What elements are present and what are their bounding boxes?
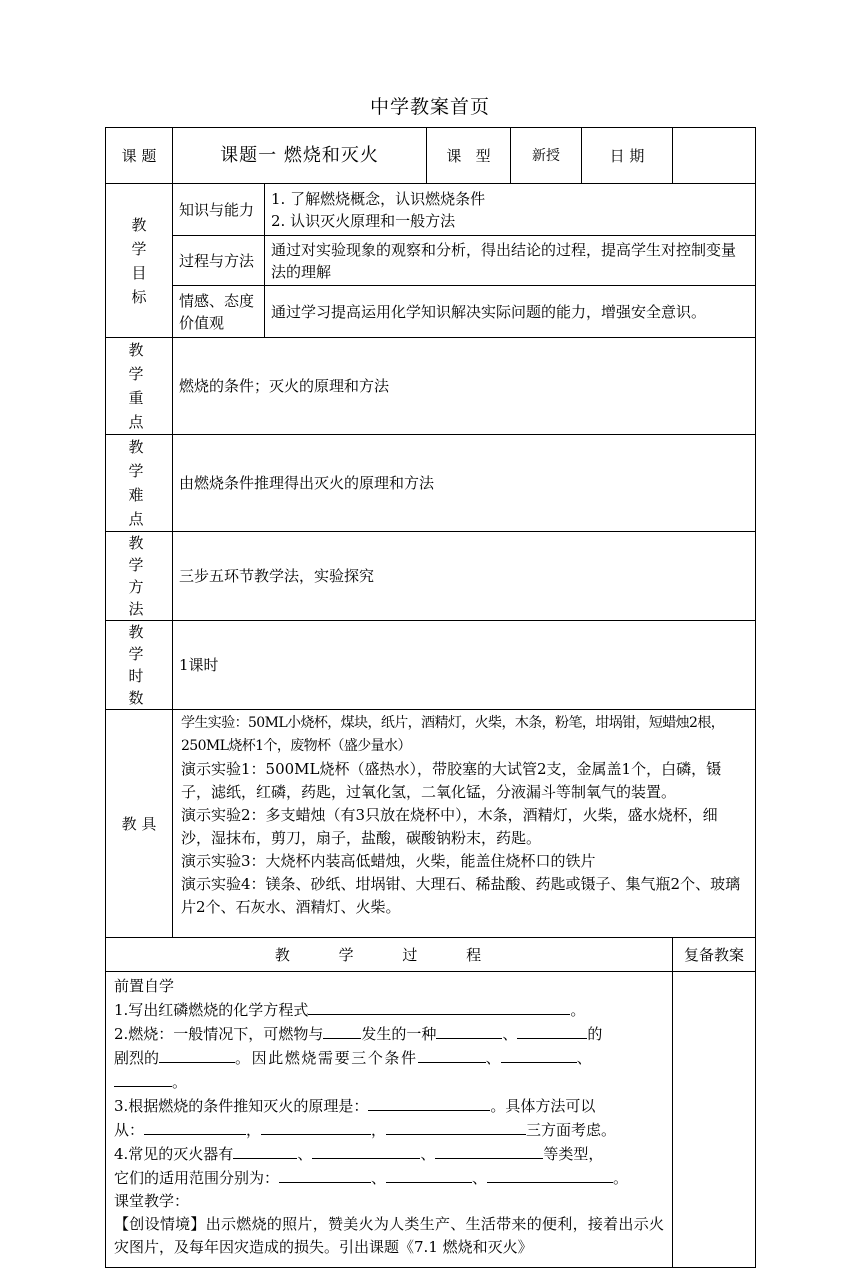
key-points-label — [106, 338, 173, 435]
process-content — [106, 972, 673, 1268]
question-1 — [114, 998, 664, 1022]
q2-blank-3[interactable] — [517, 1022, 587, 1039]
topic-label: 课 题 — [106, 128, 173, 184]
type-value: 新授 — [511, 128, 582, 184]
classroom-title: 课堂教学： — [114, 1192, 190, 1210]
q4-blank-4[interactable] — [279, 1166, 371, 1183]
difficulties-text: 由燃烧条件推理得出灭火的原理和方法 — [173, 435, 756, 532]
q4-text-d: 等类型， — [543, 1145, 604, 1163]
key-points-text: 燃烧的条件；灭火的原理和方法 — [173, 338, 756, 435]
objective-line-1: 1. 了解燃烧概念，认识燃烧条件 — [271, 189, 486, 208]
pre-study-title: 前置自学 — [114, 977, 175, 995]
methods-text: 三步五环节教学法，实验探究 — [173, 532, 756, 621]
objective-line-2: 2. 认识灭火原理和一般方法 — [271, 211, 456, 230]
q3-blank-4[interactable] — [386, 1118, 526, 1135]
q2-blank-2[interactable] — [436, 1022, 502, 1039]
q3-blank-1[interactable] — [368, 1094, 490, 1111]
hours-label — [106, 621, 173, 710]
q2-text-i: 。 — [172, 1073, 188, 1091]
key-points-label-text: 教学重点 — [128, 341, 150, 431]
objective-text-knowledge — [265, 184, 756, 236]
tools-label: 教 具 — [106, 710, 173, 938]
date-label: 日 期 — [582, 128, 673, 184]
q4-blank-1[interactable] — [233, 1142, 297, 1159]
objective-text-attitude: 通过学习提高运用化学知识解决实际问题的能力，增强安全意识。 — [265, 286, 756, 338]
methods-row — [106, 532, 756, 621]
objective-label-attitude: 情感、态度价值观 — [173, 286, 265, 338]
tools-demo-2: 演示实验2：多支蜡烛（有3只放在烧杯中），木条，酒精灯，火柴，盛水烧杯，细沙，湿抹布，剪刀，扇子，盐酸，碳酸钠粉末，药匙。 — [181, 806, 718, 847]
question-3 — [114, 1094, 664, 1142]
q2-blank-7[interactable] — [114, 1070, 172, 1087]
q2-text-f: 。因此燃烧需要三个条件 — [235, 1049, 418, 1067]
objective-row-attitude — [106, 286, 756, 338]
q1-blank[interactable] — [308, 998, 570, 1015]
q3-blank-3[interactable] — [261, 1118, 371, 1135]
tools-content — [173, 710, 756, 938]
situation-label: 【创设情境】 — [114, 1215, 206, 1233]
q2-text-b: 发生的一种 — [361, 1025, 437, 1043]
objectives-label-text: 教学目标 — [131, 215, 147, 306]
situation-text: 出示燃烧的照片，赞美火为人类生产、生活带来的便利，接着出示火灾图片，及每年因灾造成的损失。引出课题《7.1 燃烧和灭火》 — [114, 1215, 664, 1256]
question-2 — [114, 1022, 664, 1094]
process-header-row — [106, 938, 756, 972]
difficulties-label — [106, 435, 173, 532]
situation-paragraph — [114, 1213, 664, 1259]
q4-text-g: 、 — [472, 1169, 488, 1187]
type-label: 课 型 — [427, 128, 511, 184]
q3-text-d: ， — [246, 1121, 262, 1139]
q2-blank-1[interactable] — [323, 1022, 361, 1039]
topic-value: 课题一 燃烧和灭火 — [173, 128, 427, 184]
key-points-row — [106, 338, 756, 435]
q3-text-e: ， — [371, 1121, 387, 1139]
objective-label-knowledge: 知识与能力 — [173, 184, 265, 236]
side-header: 复备教案 — [673, 938, 756, 972]
q1-end: 。 — [570, 1001, 586, 1019]
methods-label-text: 教学方法 — [128, 534, 150, 618]
lesson-plan-table — [105, 127, 756, 1268]
q4-blank-5[interactable] — [386, 1166, 472, 1183]
process-row — [106, 972, 756, 1268]
q2-blank-4[interactable] — [159, 1046, 235, 1063]
date-value — [673, 128, 756, 184]
q2-text-h: 、 — [576, 1049, 592, 1067]
difficulties-row — [106, 435, 756, 532]
q3-text-c: 从： — [114, 1121, 145, 1139]
q2-blank-5[interactable] — [418, 1046, 486, 1063]
tools-row — [106, 710, 756, 938]
q2-text-c: 、 — [502, 1025, 518, 1043]
methods-label — [106, 532, 173, 621]
process-header: 教 学 过 程 — [106, 938, 673, 972]
objective-text-process: 通过对实验现象的观察和分析，得出结论的过程，提高学生对控制变量法的理解 — [265, 236, 756, 286]
page-title: 中学教案首页 — [369, 96, 490, 118]
q4-text-h: 。 — [613, 1169, 629, 1187]
q4-text-b: 、 — [297, 1145, 313, 1163]
tools-demo-4: 演示实验4：镁条、砂纸、坩埚钳、大理石、稀盐酸、药匙或镊子、集气瓶2个、玻璃片2个、石灰水、酒精灯、火柴。 — [181, 875, 741, 916]
q4-blank-6[interactable] — [487, 1166, 613, 1183]
tools-demo-3: 演示实验3：大烧杯内装高低蜡烛，火柴，能盖住烧杯口的铁片 — [181, 852, 596, 870]
q1-text: 1.写出红磷燃烧的化学方程式 — [114, 1001, 309, 1019]
side-notes-cell — [673, 972, 756, 1268]
q3-text-f: 三方面考虑。 — [526, 1121, 617, 1139]
hours-text: 1课时 — [173, 621, 756, 710]
q4-text-c: 、 — [420, 1145, 436, 1163]
tools-student-experiment: 学生实验：50ML小烧杯，煤块，纸片，酒精灯，火柴，木条，粉笔，坩埚钳，短蜡烛2根，250ML烧杯1个，废物杯（盛少量水） — [181, 715, 725, 754]
objective-row-knowledge — [106, 184, 756, 236]
q2-blank-6[interactable] — [501, 1046, 577, 1063]
q2-text-e: 剧烈的 — [114, 1049, 160, 1067]
objective-row-process — [106, 236, 756, 286]
q2-text-g: 、 — [485, 1049, 501, 1067]
hours-label-text: 教学时数 — [128, 623, 150, 707]
difficulties-label-text: 教学难点 — [128, 438, 150, 528]
q2-text-a: 2.燃烧：一般情况下，可燃物与 — [114, 1025, 324, 1043]
q3-text-a: 3.根据燃烧的条件推知灭火的原理是： — [114, 1097, 369, 1115]
q3-blank-2[interactable] — [144, 1118, 246, 1135]
q4-text-f: 、 — [371, 1169, 387, 1187]
question-4 — [114, 1142, 664, 1190]
q2-text-d: 的 — [587, 1025, 603, 1043]
objectives-label — [106, 184, 173, 338]
hours-row — [106, 621, 756, 710]
q4-blank-2[interactable] — [312, 1142, 420, 1159]
objective-label-process: 过程与方法 — [173, 236, 265, 286]
q3-text-b: 。具体方法可以 — [490, 1097, 596, 1115]
q4-blank-3[interactable] — [435, 1142, 543, 1159]
q4-text-a: 4.常见的灭火器有 — [114, 1145, 234, 1163]
header-row — [106, 128, 756, 184]
tools-demo-1: 演示实验1：500ML烧杯（盛热水），带胶塞的大试管2支，金属盖1个，白磷，镊子，滤纸，红磷，药匙，过氧化氢，二氧化锰，分液漏斗等制氧气的装置。 — [181, 760, 722, 801]
q4-text-e: 它们的适用范围分别为： — [114, 1169, 280, 1187]
